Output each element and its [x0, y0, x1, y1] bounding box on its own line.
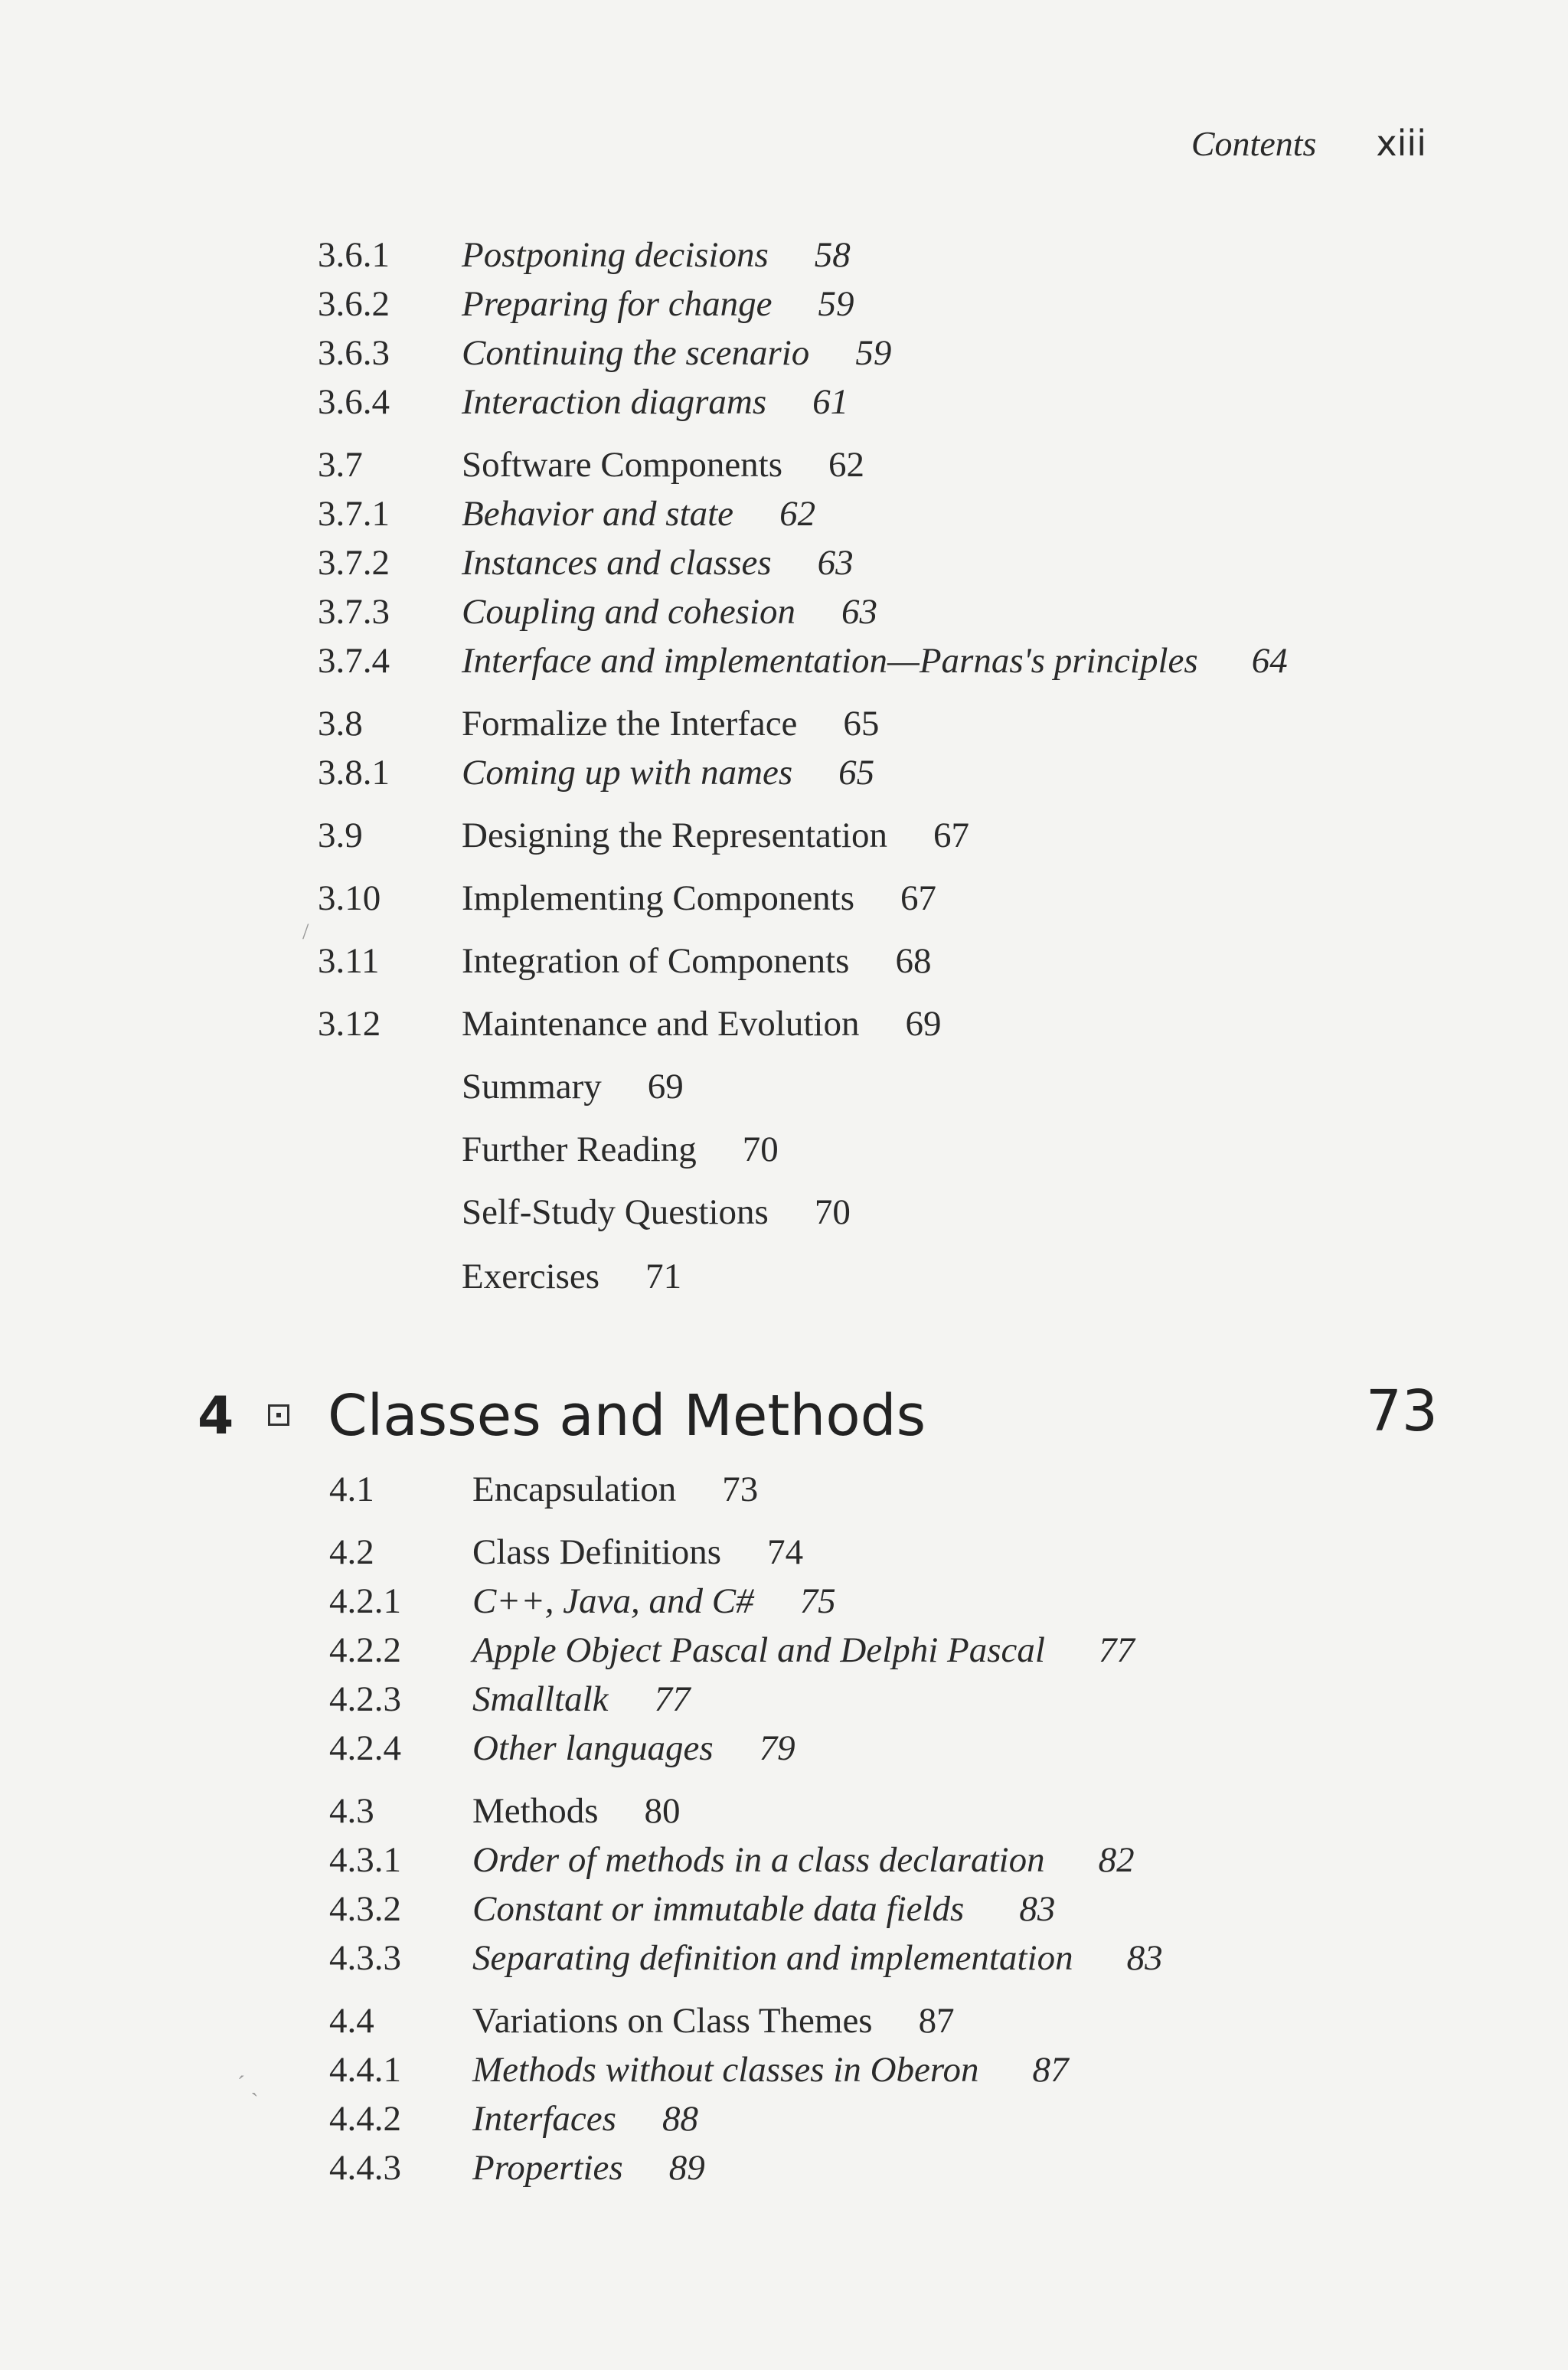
toc-entry-page: 87	[1032, 2050, 1069, 2090]
toc-entry-label: Integration of Components	[462, 941, 850, 981]
toc-entry-number: 3.6.4	[318, 382, 390, 422]
toc-entry-title	[462, 545, 854, 581]
toc-entry-page: 63	[841, 592, 878, 632]
toc-entry-number: 4.2.1	[329, 1581, 401, 1621]
toc-entry-number: 3.7.2	[318, 543, 390, 583]
running-head-title: Contents	[1191, 124, 1317, 163]
toc-entry-page: 67	[933, 816, 970, 855]
toc-entry-title	[462, 384, 848, 420]
toc-entry-label: Coupling and cohesion	[462, 592, 796, 632]
toc-entry-page: 62	[779, 494, 816, 534]
toc-entry-label: Methods	[472, 1791, 599, 1831]
pencil-mark-icon: /	[302, 919, 309, 944]
toc-entry-label: Interfaces	[472, 2099, 616, 2139]
toc-entry-label: Postponing decisions	[462, 235, 769, 275]
toc-entry-page: 89	[668, 2148, 705, 2188]
pencil-mark-icon: ˊ ˏ	[237, 2071, 259, 2097]
toc-entry-title	[472, 1842, 1135, 1878]
toc-entry-page: 73	[722, 1469, 759, 1509]
toc-entry-title	[462, 755, 874, 791]
toc-entry-number: 3.10	[318, 878, 381, 918]
toc-entry-title	[472, 1728, 795, 1768]
toc-entry-title	[472, 1532, 804, 1572]
toc-entry-number: 3.7.4	[318, 641, 390, 681]
toc-entry-label: Continuing the scenario	[462, 333, 810, 373]
toc-entry-page: 79	[759, 1728, 795, 1768]
toc-entry-title	[462, 335, 891, 371]
toc-entry-number: 3.8.1	[318, 753, 390, 793]
toc-entry-page: 74	[767, 1532, 804, 1572]
toc-entry-page: 65	[838, 753, 875, 793]
toc-entry-title	[462, 1129, 779, 1169]
toc-entry-page: 77	[654, 1679, 691, 1719]
toc-entry-label: Implementing Components	[462, 878, 855, 918]
toc-entry-label: Separating definition and implementation	[472, 1938, 1073, 1978]
toc-entry-label: Smalltalk	[472, 1679, 609, 1719]
toc-entry-number: 3.7.3	[318, 592, 390, 632]
toc-entry-page: 64	[1251, 641, 1288, 681]
running-head	[1191, 123, 1426, 164]
toc-entry-label: Summary	[462, 1067, 602, 1107]
toc-entry-number: 4.4.1	[329, 2050, 401, 2090]
toc-entry-label: Software Components	[462, 445, 783, 485]
toc-entry-label: Encapsulation	[472, 1469, 677, 1509]
toc-entry-title	[472, 2003, 955, 2039]
toc-entry-title	[462, 1006, 941, 1042]
toc-entry-title	[462, 1259, 681, 1295]
toc-entry-title	[462, 1069, 684, 1105]
toc-entry-number: 4.2	[329, 1532, 374, 1572]
toc-entry-label: Exercises	[462, 1257, 600, 1296]
toc-entry-label: Interface and implementation—Parnas's principles	[462, 641, 1198, 681]
toc-entry-page: 58	[814, 235, 851, 275]
toc-entry-page: 63	[817, 543, 854, 583]
toc-entry-number: 4.4.2	[329, 2099, 401, 2139]
toc-entry-number: 3.7	[318, 445, 363, 485]
toc-entry-number: 4.4	[329, 2001, 374, 2041]
toc-entry-label: Order of methods in a class declaration	[472, 1840, 1045, 1880]
toc-entry-title	[472, 1469, 759, 1509]
toc-entry-number: 3.12	[318, 1004, 381, 1044]
toc-entry-number: 4.4.3	[329, 2148, 401, 2188]
toc-entry-number: 4.3.1	[329, 1840, 401, 1880]
toc-entry-number: 4.1	[329, 1469, 374, 1509]
toc-entry-label: Variations on Class Themes	[472, 2001, 873, 2041]
toc-entry-label: Constant or immutable data fields	[472, 1889, 965, 1929]
toc-entry-page: 62	[828, 445, 865, 485]
toc-entry-page: 88	[662, 2099, 698, 2139]
toc-entry-title	[472, 1940, 1163, 1976]
toc-entry-label: Self-Study Questions	[462, 1192, 769, 1232]
toc-entry-title	[462, 594, 877, 630]
chapter-page-number: 73	[1365, 1378, 1438, 1444]
toc-entry-page: 77	[1098, 1630, 1135, 1670]
toc-entry-page: 69	[905, 1004, 942, 1044]
toc-entry-number: 3.11	[318, 941, 380, 981]
toc-entry-title	[472, 1891, 1055, 1927]
toc-entry-title	[472, 2052, 1068, 2088]
toc-entry-number: 3.6.2	[318, 284, 390, 324]
toc-entry-page: 59	[818, 284, 854, 324]
toc-entry-page: 61	[812, 382, 849, 422]
toc-entry-label: Properties	[472, 2148, 623, 2188]
toc-entry-number: 4.2.4	[329, 1728, 401, 1768]
toc-entry-label: C++, Java, and C#	[472, 1581, 754, 1621]
toc-entry-page: 65	[843, 704, 880, 744]
toc-entry-title	[462, 447, 864, 483]
toc-entry-title	[462, 878, 937, 918]
toc-entry-page: 82	[1098, 1840, 1135, 1880]
toc-entry-label: Formalize the Interface	[462, 704, 798, 744]
toc-entry-label: Maintenance and Evolution	[462, 1004, 860, 1044]
chapter-number: 4	[198, 1386, 234, 1447]
toc-entry-number: 4.2.3	[329, 1679, 401, 1719]
toc-entry-title	[462, 496, 815, 532]
toc-entry-number: 3.8	[318, 704, 363, 744]
toc-entry-title	[472, 1630, 1135, 1670]
toc-entry-title	[462, 643, 1288, 679]
toc-entry-page: 67	[900, 878, 937, 918]
page-folio: xiii	[1376, 123, 1426, 164]
toc-entry-page: 80	[644, 1791, 681, 1831]
toc-entry-number: 3.6.1	[318, 235, 390, 275]
toc-entry-page: 70	[742, 1129, 779, 1169]
toc-entry-label: Instances and classes	[462, 543, 772, 583]
toc-entry-label: Apple Object Pascal and Delphi Pascal	[472, 1630, 1045, 1670]
toc-entry-title	[462, 1192, 851, 1232]
toc-entry-page: 75	[799, 1581, 836, 1621]
toc-entry-number: 4.3.2	[329, 1889, 401, 1929]
toc-entry-page: 59	[855, 333, 892, 373]
toc-entry-label: Interaction diagrams	[462, 382, 767, 422]
toc-entry-title	[462, 943, 931, 979]
toc-entry-title	[462, 286, 854, 322]
toc-entry-title	[472, 1679, 691, 1719]
chapter-box-icon	[268, 1404, 289, 1426]
toc-entry-title	[462, 706, 879, 742]
toc-entry-title	[472, 2150, 705, 2186]
toc-entry-page: 68	[895, 941, 932, 981]
toc-entry-page: 70	[814, 1192, 851, 1232]
toc-entry-number: 3.7.1	[318, 494, 390, 534]
toc-entry-page: 83	[1019, 1889, 1056, 1929]
toc-entry-page: 87	[918, 2001, 955, 2041]
toc-entry-label: Other languages	[472, 1728, 714, 1768]
toc-entry-page: 69	[647, 1067, 684, 1107]
toc-entry-number: 4.3	[329, 1791, 374, 1831]
toc-entry-number: 4.3.3	[329, 1938, 401, 1978]
toc-entry-label: Coming up with names	[462, 753, 793, 793]
toc-entry-number: 3.9	[318, 816, 363, 855]
toc-entry-label: Preparing for change	[462, 284, 773, 324]
toc-entry-page: 71	[645, 1257, 682, 1296]
toc-entry-number: 3.6.3	[318, 333, 390, 373]
toc-entry-title	[472, 1581, 836, 1621]
toc-entry-title	[462, 818, 969, 854]
toc-entry-label: Class Definitions	[472, 1532, 722, 1572]
toc-entry-label: Further Reading	[462, 1129, 697, 1169]
toc-entry-label: Designing the Representation	[462, 816, 888, 855]
toc-entry-title	[462, 237, 851, 273]
toc-entry-label: Methods without classes in Oberon	[472, 2050, 979, 2090]
toc-entry-page: 83	[1126, 1938, 1163, 1978]
toc-entry-label: Behavior and state	[462, 494, 734, 534]
toc-entry-title	[472, 1793, 681, 1829]
toc-entry-number: 4.2.2	[329, 1630, 401, 1670]
chapter-title: Classes and Methods	[328, 1383, 926, 1449]
toc-entry-title	[472, 2101, 698, 2137]
